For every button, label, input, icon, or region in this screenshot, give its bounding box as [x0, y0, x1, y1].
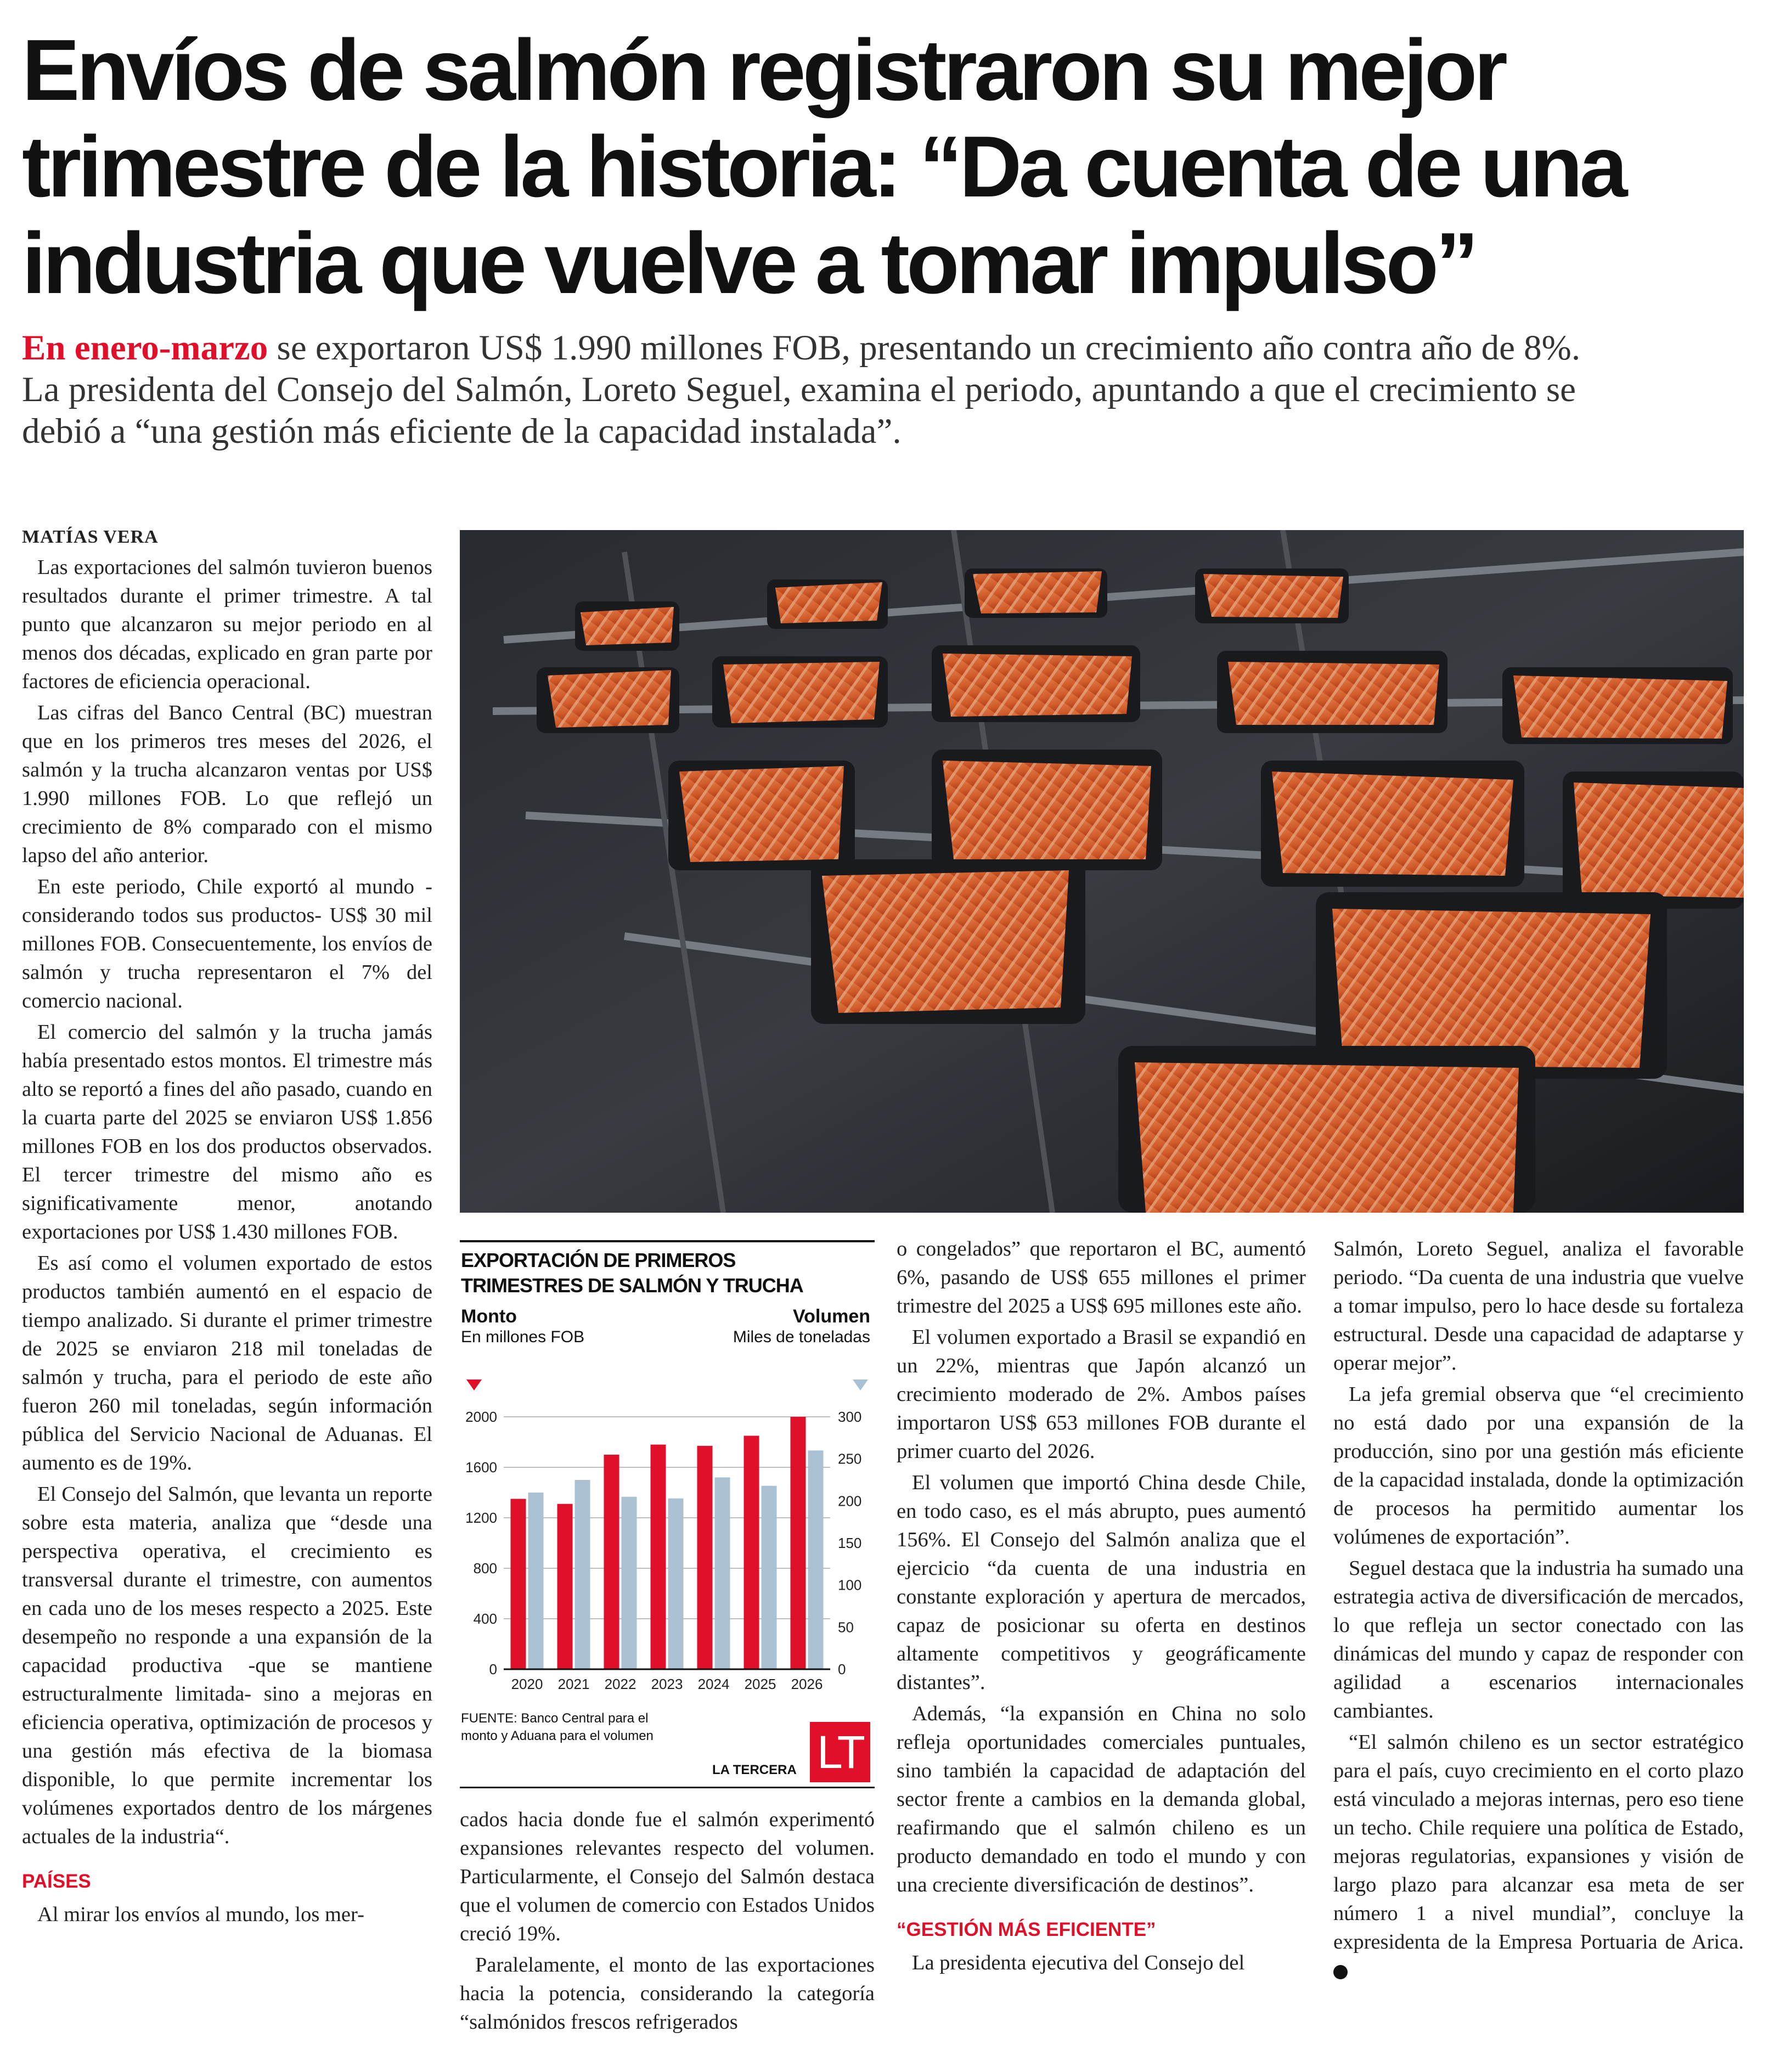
body-paragraph: Las exportaciones del salmón tuvieron buenos resultados durante el primer trimestre. A tal punto que alcanzaron su mejor periodo en al menos dos décadas, explicado en gran parte por factores de eficiencia operacional. — [22, 556, 432, 693]
right-tick-label: 100 — [838, 1576, 862, 1594]
brand-name: LA TERCERA — [712, 1763, 797, 1777]
body-paragraph: cados hacia donde fue el salmón experimentó expansiones relevantes respecto del volumen. Particularmente, el Consejo del Salmón destaca que el volumen de comercio con Estados Unidos creció 19%. — [460, 1808, 875, 1945]
body-paragraph: Al mirar los envíos al mundo, los mer- — [37, 1903, 364, 1926]
volumen-bar — [622, 1497, 637, 1669]
salmon-photo-illustration — [460, 530, 1744, 1213]
volumen-bar — [575, 1480, 590, 1669]
infographic-title — [461, 1248, 867, 1298]
body-paragraph: o congelados” que reportaron el BC, aumentó 6%, pasando de US$ 655 millones el primer trimestre del 2025 a US$ 695 millones este año. — [897, 1237, 1306, 1317]
source-line: monto y Aduana para el volumen — [461, 1728, 654, 1743]
body-paragraph: El Consejo del Salmón, que levanta un reporte sobre esta materia, analiza que “desde una perspectiva operativa, el crecimiento es transversal durante el trimestre, con aumentos en cada uno de los meses respecto a 2025. Este desempeño no responde a una expansión de la capacidad productiva -que se mantiene estructuralmente limitada- sino a mejoras en eficiencia operativa, optimización de procesos y una gestión más efectiva de la biomasa disponible, lo que permite incrementar los volúmenes exportados dentro de los márgenes actuales de la industria“. — [22, 1483, 432, 1848]
right-tick-label: 150 — [838, 1535, 862, 1551]
right-tick-label: 250 — [838, 1450, 862, 1467]
volumen-bar — [808, 1450, 824, 1669]
section-heading: “GESTIÓN MÁS EFICIENTE” — [897, 1919, 1156, 1940]
end-of-article-icon: ● — [1333, 1965, 1348, 1979]
volumen-bar — [715, 1477, 730, 1669]
headline — [22, 22, 1756, 312]
x-tick-label: 2022 — [604, 1676, 636, 1692]
x-tick-label: 2024 — [697, 1676, 730, 1692]
infographic-title-line: TRIMESTRES DE SALMÓN Y TRUCHA — [461, 1274, 803, 1297]
x-tick-label: 2025 — [744, 1676, 776, 1692]
volumen-bar — [668, 1499, 684, 1669]
body-paragraph: El comercio del salmón y la trucha jamás había presentado estos montos. El trimestre más alto se reportó a fines del año pasado, cuando en la cuarta parte del 2025 se enviaron US$ 1.856 millones FOB en los dos productos observados. El tercer trimestre del mismo año es significativamente menor, anotando exportaciones por US$ 1.430 millones FOB. — [22, 1021, 432, 1243]
article-column-1 — [22, 553, 432, 1932]
byline: MATÍAS VERA — [22, 527, 159, 547]
body-paragraph: La presidenta ejecutiva del Consejo del — [912, 1951, 1245, 1974]
lead-line: La presidenta del Consejo del Salmón, Loreto Seguel, examina el periodo, apuntando a que el crecimiento se — [22, 370, 1576, 409]
article-column-2 — [460, 1805, 875, 2039]
section-heading: PAÍSES — [22, 1871, 91, 1892]
left-tick-label: 0 — [489, 1661, 497, 1677]
bottom-rule — [460, 1787, 875, 1788]
lead-text: se exportaron US$ 1.990 millones FOB, presentando un crecimiento año contra año de 8%. — [268, 328, 1581, 368]
article-column-3 — [897, 1235, 1306, 1980]
right-tick-label: 0 — [838, 1661, 846, 1677]
right-tick-label: 200 — [838, 1493, 862, 1510]
lead-line: debió a “una gestión más eficiente de la capacidad instalada”. — [22, 412, 902, 451]
monto-bar — [604, 1455, 619, 1669]
headline-line: Envíos de salmón registraron su mejor — [22, 22, 1505, 119]
body-paragraph: Es así como el volumen exportado de estos productos también aumentó en el espacio de tiempo analizado. Si durante el primer trimestre de 2025 se enviaron 218 mil toneladas de salmón y trucha, para el periodo de este año fueron 260 mil toneladas, según información pública del Servicio Nacional de Aduanas. El aumento es de 19%. — [22, 1252, 432, 1474]
x-tick-label: 2021 — [557, 1676, 590, 1692]
volumen-bar — [762, 1486, 777, 1669]
la-tercera-logo: LT — [810, 1722, 870, 1782]
left-tick-label: 2000 — [465, 1409, 497, 1425]
monto-bar — [511, 1499, 526, 1670]
chart-source — [461, 1710, 680, 1745]
left-axis-sublabel: En millones FOB — [461, 1328, 585, 1346]
left-tick-label: 1600 — [465, 1459, 497, 1476]
x-tick-label: 2026 — [791, 1676, 823, 1692]
right-axis-sublabel: Miles de toneladas — [733, 1328, 870, 1346]
left-tick-label: 1200 — [465, 1510, 497, 1526]
right-axis-label: Volumen — [792, 1306, 870, 1327]
body-paragraph: La jefa gremial observa que “el crecimiento no está dado por una expansión de la producción, sino por una gestión más eficiente de la capacidad instalada, donde la optimización de procesos ha permitido aumentar los volúmenes de exportación”. — [1333, 1383, 1744, 1549]
right-tick-label: 50 — [838, 1619, 854, 1636]
lead-kicker: En enero-marzo — [22, 328, 268, 368]
volumen-axis-marker-icon — [853, 1380, 868, 1390]
headline-line: industria que vuelve a tomar impulso” — [22, 215, 1476, 312]
left-axis-label: Monto — [461, 1306, 517, 1327]
x-tick-label: 2020 — [511, 1676, 543, 1692]
x-tick-label: 2023 — [651, 1676, 683, 1692]
bar-chart — [460, 1351, 875, 1713]
body-paragraph: Paralelamente, el monto de las exportaciones hacia la potencia, considerando la categoría “salmónidos frescos refrigerados — [460, 1953, 875, 2034]
body-paragraph: El volumen que importó China desde Chile, en todo caso, es el más abrupto, pues aumentó 156%. El Consejo del Salmón analiza que el ejercicio “da cuenta de una industria en constante exploración y apertura de mercados, capaz de posicionar su oferta en destinos altamente competitivos y geográficamente distantes”. — [897, 1471, 1306, 1694]
volumen-bar — [528, 1493, 544, 1669]
infographic-title-line: EXPORTACIÓN DE PRIMEROS — [461, 1249, 736, 1271]
salmon-photo — [460, 530, 1744, 1213]
right-tick-label: 300 — [838, 1409, 862, 1425]
lead-line — [22, 327, 1756, 369]
body-paragraph — [1333, 1728, 1744, 1985]
export-infographic — [460, 1229, 875, 1789]
body-paragraph: Además, “la expansión en China no solo refleja oportunidades comerciales puntuales, sino también la capacidad de adaptación del sector frente a cambios en la demanda global, reafirmando que el salmón chileno es un producto demandado en todo el mundo y con una creciente diversificación de destinos”. — [897, 1702, 1306, 1896]
source-line: FUENTE: Banco Central para el — [461, 1711, 649, 1726]
monto-bar — [744, 1436, 759, 1670]
monto-bar — [651, 1445, 666, 1669]
monto-axis-marker-icon — [466, 1380, 482, 1390]
left-tick-label: 800 — [473, 1560, 497, 1576]
body-paragraph: Salmón, Loreto Seguel, analiza el favorable periodo. “Da cuenta de una industria que vuelve a tomar impulso, pero lo hace desde su fortaleza estructural. Desde una capacidad de adaptarse y operar mejor”. — [1333, 1237, 1744, 1375]
article-column-4 — [1333, 1235, 1744, 1987]
body-paragraph: Seguel destaca que la industria ha sumado una estrategia activa de diversificación de mercados, lo que refleja un sector conectado con las dinámicas del mundo y capaz de responder con agilidad a escenarios internacionales cambiantes. — [1333, 1557, 1744, 1722]
body-paragraph: En este periodo, Chile exportó al mundo -considerando todos sus productos- US$ 30 mil millones FOB. Consecuentemente, los envíos de salmón y trucha representaron el 7% del comercio nacional. — [22, 875, 432, 1012]
monto-bar — [791, 1417, 806, 1669]
body-paragraph: El volumen exportado a Brasil se expandió en un 22%, mientras que Japón alcanzó un crecimiento moderado de 2%. Ambos países importaron US$ 653 millones FOB durante el primer cuarto del 2026. — [897, 1326, 1306, 1463]
top-rule — [460, 1240, 875, 1242]
left-tick-label: 400 — [473, 1611, 497, 1627]
monto-bar — [557, 1504, 573, 1669]
monto-bar — [697, 1446, 713, 1669]
closing-quote: “El salmón chileno es un sector estratégico para el país, cuyo crecimiento en el corto plazo está vinculado a mejoras internas, pero eso tiene un techo. Chile requiere una política de Estado, mejoras regulatorias, expansiones y visión de largo plazo para alcanzar esa meta de ser número 1 a nivel mundial”, concluye la expresidenta de la Empresa Portuaria de Arica. — [1333, 1731, 1744, 1953]
lead-paragraph — [22, 327, 1756, 452]
headline-line: trimestre de la historia: “Da cuenta de una — [22, 119, 1625, 215]
body-paragraph: Las cifras del Banco Central (BC) muestran que en los primeros tres meses del 2026, el salmón y la trucha alcanzaron ventas por US$ 1.990 millones FOB. Lo que reflejó un crecimiento de 8% comparado con el mismo lapso del año anterior. — [22, 701, 432, 867]
